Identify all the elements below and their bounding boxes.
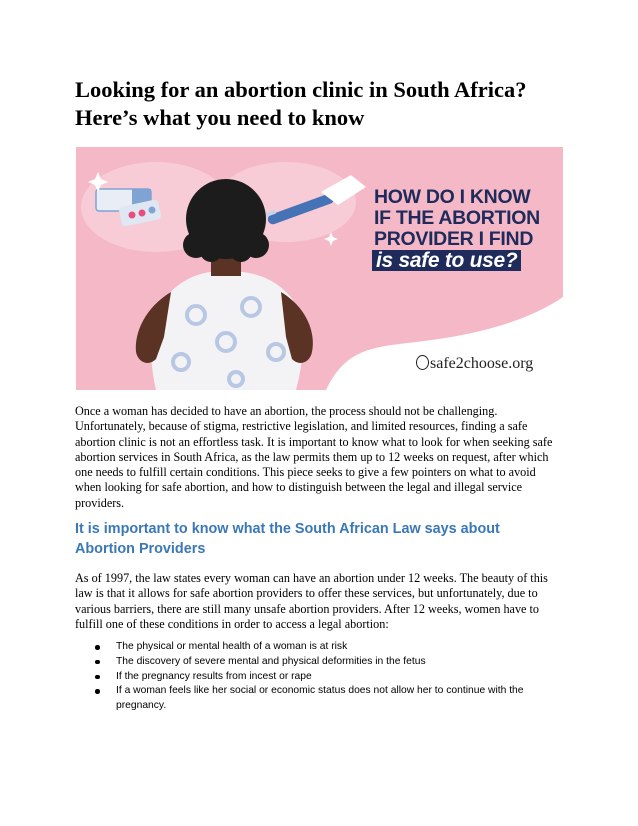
hero-headline-highlight: is safe to use? [372,250,521,271]
section-heading: It is important to know what the South African Law says about Abortion Providers [75,521,500,557]
hero-headline-line1: HOW DO I KNOW [374,186,531,208]
article-title: Looking for an abortion clinic in South Africa? Here’s what you need to know [75,77,527,130]
list-item: The discovery of severe mental and physical deformities in the fetus [95,655,555,670]
conditions-list [95,640,555,714]
hero-headline [374,187,563,272]
hero-headline-line2: IF THE ABORTION [374,207,540,229]
hero-illustration [76,147,563,390]
hero-headline-line3: PROVIDER I FIND [374,228,534,250]
brand-name: safe2choose.org [430,355,534,372]
bullet-icon [95,645,100,650]
brand-logo-icon [416,355,429,370]
list-item: If the pregnancy results from incest or rape [95,670,555,685]
list-item: If a woman feels like her social or economic status does not allow her to continue with the pregnancy. [95,684,555,714]
brand-mark [416,355,533,373]
bullet-icon [95,660,100,665]
bullet-icon [95,689,100,694]
bullet-icon [95,675,100,680]
section-paragraph: As of 1997, the law states every woman can have an abortion under 12 weeks. The beauty of this law is that it allows for safe abortion providers to offer these services, but unfortunately, due to various barriers, there are still many unsafe abortion providers. After 12 weeks, women have to fulfill one of these conditions in order to access a legal abortion: [75,571,548,631]
intro-paragraph: Once a woman has decided to have an abortion, the process should not be challenging. Unfortunately, because of stigma, restrictive legislation, and limited resources, finding a safe abortion clinic is not an effortless task. It is important to know what to look for when seeking safe abortion services in South Africa, as the law permits them up to 12 weeks on request, after which one needs to fulfill certain conditions. This piece seeks to give a few pointers on what to avoid when looking for safe abortion, and how to distinguish between the legal and illegal service providers. [75,404,553,510]
list-item: The physical or mental health of a woman is at risk [95,640,555,655]
